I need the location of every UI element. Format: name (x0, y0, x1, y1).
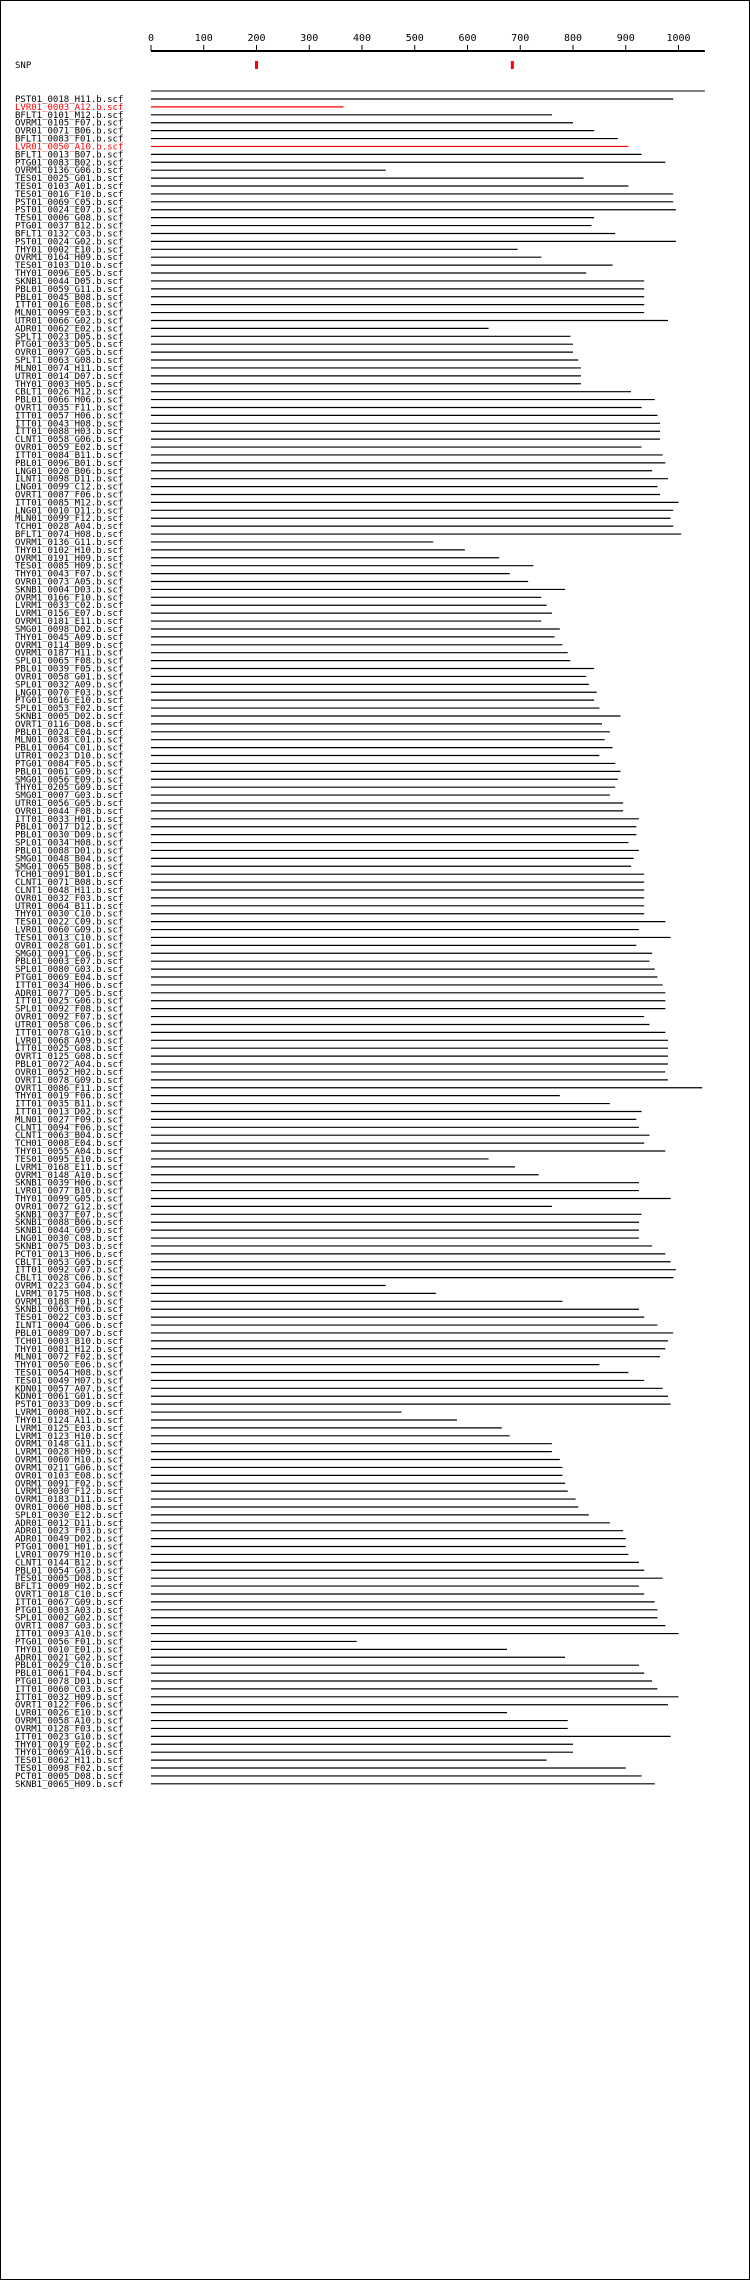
read-name: ILNT1_0004_G06.b.scf (15, 1321, 124, 1332)
read-name: TES01_0022_C03.b.scf (15, 1313, 124, 1324)
axis-tick-label: 700 (511, 33, 530, 44)
read-name: PST01_0024_G02.b.scf (15, 237, 124, 248)
read-name: TES01_0103_A01.b.scf (15, 182, 124, 193)
read-name: PBL01_0061_F04.b.scf (15, 1669, 124, 1680)
read-name: OVRT1_0086_F11.b.scf (15, 1083, 124, 1094)
read-name: LVR01_0026_E10.b.scf (15, 1708, 124, 1719)
snp-track (15, 61, 705, 91)
read-name: SKNB1_0004_D03.b.scf (15, 585, 124, 596)
read-name: PTG01_0016_E10.b.scf (15, 696, 124, 707)
read-name: MLN01_0027_F09.b.scf (15, 1115, 124, 1126)
read-name: PBL01_0045_B08.b.scf (15, 292, 124, 303)
read-name: PTG01_0033_D05.b.scf (15, 340, 124, 351)
read-name: PST01_0069_C05.b.scf (15, 197, 124, 208)
read-name: TES01_0103_D10.b.scf (15, 261, 124, 272)
read-name: OVR01_0092_F07.b.scf (15, 1012, 124, 1023)
read-name: OVR01_0032_F03.b.scf (15, 893, 124, 904)
read-name: PBL01_0089_D07.b.scf (15, 1328, 124, 1339)
read-name: PTG01_0069_E04.b.scf (15, 973, 124, 984)
read-name: TCH01_0008_E04.b.scf (15, 1139, 124, 1150)
read-name: SKNB1_0037_E07.b.scf (15, 1210, 124, 1221)
read-name: ITT01_0032_H09.b.scf (15, 1692, 124, 1703)
read-name: TES01_0005_D08.b.scf (15, 1574, 124, 1585)
read-name: PTG01_0056_F01.b.scf (15, 1637, 124, 1648)
read-name: PBL01_0059_G11.b.scf (15, 284, 124, 295)
read-name: PST01_0033_D09.b.scf (15, 1400, 124, 1411)
read-name: ITT01_0025_G08.b.scf (15, 1044, 124, 1055)
read-name: SKNB1_0044_D05.b.scf (15, 276, 124, 287)
read-name: PBL01_0017_D12.b.scf (15, 822, 124, 833)
read-name: PBL01_0039_F05.b.scf (15, 664, 124, 675)
read-name: OVRM1_0105_F07.b.scf (15, 118, 124, 129)
read-name: ITT01_0043_H08.b.scf (15, 419, 124, 430)
read-name: OVRM1_0187_H11.b.scf (15, 648, 124, 659)
read-name: OVRM1_0164_H09.b.scf (15, 253, 124, 264)
read-name: ADR01_0023_F03.b.scf (15, 1526, 124, 1537)
read-name: OVRM1_0128_F03.b.scf (15, 1724, 124, 1735)
read-alignment-diagram (1, 1, 749, 2279)
read-name: ITT01_0088_H03.b.scf (15, 427, 124, 438)
read-name: OVRM1_0060_H10.b.scf (15, 1455, 124, 1466)
read-name: UTR01_0023_D10.b.scf (15, 751, 124, 762)
read-name: ADR01_0062_E02.b.scf (15, 324, 124, 335)
coordinate-axis (148, 33, 705, 51)
read-name: TES01_0016_F10.b.scf (15, 189, 124, 200)
read-name: ITT01_0025_G06.b.scf (15, 996, 124, 1007)
read-name: OVR01_0072_G12.b.scf (15, 1202, 124, 1213)
read-name: OVRM1_0181_E11.b.scf (15, 617, 124, 628)
read-name: OVRT1_0078_G09.b.scf (15, 1075, 124, 1086)
read-name: LNG01_0010_D11.b.scf (15, 506, 124, 517)
read-name: TES01_0098_F02.b.scf (15, 1764, 124, 1775)
read-name: SPLT1_0023_D05.b.scf (15, 332, 124, 343)
read-name: PBL01_0030_D09.b.scf (15, 830, 124, 841)
read-name: PBL01_0064_C01.b.scf (15, 743, 124, 754)
read-name: TCH01_0028_A04.b.scf (15, 522, 124, 533)
read-name: OVRM1_0211_G06.b.scf (15, 1463, 124, 1474)
snp-marker (511, 61, 514, 69)
read-name: THY01_0010_E01.b.scf (15, 1645, 124, 1656)
read-name: ADR01_0021_G02.b.scf (15, 1653, 124, 1664)
read-name: TES01_0095_E10.b.scf (15, 1154, 124, 1165)
read-name: SKNB1_0005_D02.b.scf (15, 711, 124, 722)
read-name: LNG01_0070_F03.b.scf (15, 688, 124, 699)
read-name: UTR01_0058_C06.b.scf (15, 1020, 124, 1031)
read-name: THY01_0019_F06.b.scf (15, 1091, 124, 1102)
read-name: SKNB1_0063_H06.b.scf (15, 1305, 124, 1316)
read-name: CLNT1_0063_B04.b.scf (15, 1131, 124, 1142)
read-name: LVR01_0068_A09.b.scf (15, 1036, 124, 1047)
read-name: OVRT1_0125_G08.b.scf (15, 1052, 124, 1063)
read-name: PBL01_0088_D01.b.scf (15, 846, 124, 857)
read-name: THY01_0045_A09.b.scf (15, 632, 124, 643)
read-name: SPL01_0080_G03.b.scf (15, 965, 124, 976)
axis-tick-label: 300 (300, 33, 319, 44)
read-name: ITT01_0060_C03.b.scf (15, 1684, 124, 1695)
read-name: SMG01_0098_D02.b.scf (15, 624, 124, 635)
read-name: OVRM1_0136_G06.b.scf (15, 166, 124, 177)
read-name: SMG01_0007_G03.b.scf (15, 791, 124, 802)
read-name: ITT01_0078_G10.b.scf (15, 1028, 124, 1039)
axis-tick-label: 600 (458, 33, 477, 44)
read-name: ITT01_0013_D02.b.scf (15, 1107, 124, 1118)
read-name: LVRM1_0156_E07.b.scf (15, 609, 124, 620)
axis-tick-label: 1000 (666, 33, 691, 44)
read-name: THY01_0081_H12.b.scf (15, 1344, 124, 1355)
read-name: MLN01_0099_E03.b.scf (15, 308, 124, 319)
read-name: THY01_0003_H05.b.scf (15, 379, 124, 390)
read-name: PCT01_0013_H06.b.scf (15, 1249, 124, 1260)
read-name: PBL01_0024_E04.b.scf (15, 727, 124, 738)
read-name: TES01_0062_H11.b.scf (15, 1756, 124, 1767)
read-name: LVRM1_0033_C02.b.scf (15, 601, 124, 612)
read-name: ITT01_0084_B11.b.scf (15, 450, 124, 461)
read-name: MLN01_0038_C01.b.scf (15, 735, 124, 746)
read-name: CBLT1_0028_C06.b.scf (15, 1273, 124, 1284)
read-name: SPL01_0034_H08.b.scf (15, 838, 124, 849)
read-name: PBL01_0029_C10.b.scf (15, 1661, 124, 1672)
read-name: ADR01_0012_D11.b.scf (15, 1518, 124, 1529)
read-name: THY01_0124_A11.b.scf (15, 1415, 124, 1426)
read-name: SKNB1_0065_H09.b.scf (15, 1779, 124, 1790)
read-name: OVRM1_0166_F10.b.scf (15, 593, 124, 604)
read-name: OVRM1_0148_A10.b.scf (15, 1170, 124, 1181)
read-name: OVR01_0044_F08.b.scf (15, 806, 124, 817)
axis-tick-label: 500 (405, 33, 424, 44)
read-name: CLNT1_0144_B12.b.scf (15, 1558, 124, 1569)
read-name: MLN01_0072_F02.b.scf (15, 1352, 124, 1363)
read-name: OVRT1_0122_F06.b.scf (15, 1700, 124, 1711)
read-list (15, 95, 702, 1790)
read-name: SPL01_0002_G02.b.scf (15, 1613, 124, 1624)
read-name: SKNB1_0039_H06.b.scf (15, 1178, 124, 1189)
read-name: ITT01_0035_B11.b.scf (15, 1099, 124, 1110)
read-name: SKNB1_0088_B06.b.scf (15, 1218, 124, 1229)
read-name: SPL01_0030_E12.b.scf (15, 1510, 124, 1521)
read-name: THY01_0030_C10.b.scf (15, 909, 124, 920)
read-name: OVR01_0073_A05.b.scf (15, 577, 124, 588)
read-name: ITT01_0067_G09.b.scf (15, 1597, 124, 1608)
read-name: SPL01_0092_F08.b.scf (15, 1004, 124, 1015)
read-name: KDN01_0057_A07.b.scf (15, 1384, 124, 1395)
read-name: SPL01_0065_F08.b.scf (15, 656, 124, 667)
read-name: BFLT1_0101_M12.b.scf (15, 110, 124, 121)
read-name: BFLT1_0074_H08.b.scf (15, 530, 124, 541)
read-name: PTG01_0078_D01.b.scf (15, 1677, 124, 1687)
read-name: TES01_0022_C09.b.scf (15, 917, 124, 928)
read-name: PBL01_0054_G03.b.scf (15, 1566, 124, 1577)
read-name: BFLT1_0009_H02.b.scf (15, 1582, 124, 1593)
read-name: ITT01_0092_G07.b.scf (15, 1265, 124, 1276)
read-name: PTG01_0083_B02.b.scf (15, 158, 124, 169)
read-name: UTR01_0014_D07.b.scf (15, 371, 124, 382)
read-name: ITT01_0016_E08.b.scf (15, 300, 124, 311)
read-name: TES01_0013_C10.b.scf (15, 933, 124, 944)
read-name: BFLT1_0083_F01.b.scf (15, 134, 124, 145)
read-name: LVR01_0050_A10.b.scf (15, 142, 124, 153)
read-name: THY01_0002_E10.b.scf (15, 245, 124, 256)
read-name: OVR01_0097_G05.b.scf (15, 348, 124, 359)
read-name: TES01_0049_H07.b.scf (15, 1376, 124, 1387)
read-name: OVRT1_0116_D08.b.scf (15, 719, 124, 730)
read-name: THY01_0205_G09.b.scf (15, 783, 124, 794)
read-name: ILNT1_0098_D11.b.scf (15, 474, 124, 485)
read-name: LNG01_0030_C08.b.scf (15, 1234, 124, 1245)
axis-tick-label: 400 (352, 33, 372, 44)
axis-tick-label: 200 (247, 33, 266, 44)
axis-tick-label: 100 (194, 33, 213, 44)
read-name: PTG01_0001_H01.b.scf (15, 1542, 124, 1553)
read-name: LNG01_0099_C12.b.scf (15, 482, 124, 493)
read-name: TES01_0006_G08.b.scf (15, 213, 124, 224)
read-name: THY01_0069_A10.b.scf (15, 1748, 124, 1759)
axis-tick-label: 0 (147, 33, 155, 44)
read-name: LNG01_0020_B06.b.scf (15, 466, 124, 477)
read-name: OVRM1_0136_G11.b.scf (15, 537, 124, 548)
read-name: THY01_0099_G05.b.scf (15, 1194, 124, 1205)
read-name: OVRM1_0091_F02.b.scf (15, 1479, 124, 1490)
axis-tick-label: 900 (616, 33, 635, 44)
read-name: LVRM1_0008_H02.b.scf (15, 1408, 124, 1419)
snp-label: SNP (15, 61, 32, 71)
read-name: LVR01_0079_H10.b.scf (15, 1550, 124, 1561)
read-name: OVRT1_0035_F11.b.scf (15, 403, 124, 414)
read-name: OVRM1_0191_H09.b.scf (15, 553, 124, 564)
read-name: THY01_0019_E02.b.scf (15, 1740, 124, 1751)
read-name: OVR01_0071_B06.b.scf (15, 126, 124, 137)
read-name: PBL01_0061_G09.b.scf (15, 767, 124, 778)
read-name: OVRM1_0188_F01.b.scf (15, 1297, 124, 1308)
read-name: LVRM1_0175_H08.b.scf (15, 1289, 124, 1300)
read-name: PST01_0024_E07.b.scf (15, 205, 124, 216)
read-name: OVR01_0058_G01.b.scf (15, 672, 124, 683)
read-name: PBL01_0066_H06.b.scf (15, 395, 124, 406)
read-name: UTR01_0066_G02.b.scf (15, 316, 124, 327)
read-name: UTR01_0056_G05.b.scf (15, 798, 124, 809)
read-name: TCH01_0003_B10.b.scf (15, 1336, 124, 1347)
read-name: ITT01_0093_A10.b.scf (15, 1629, 124, 1640)
read-name: LVRM1_0123_H10.b.scf (15, 1431, 124, 1442)
read-name: LVR01_0077_B10.b.scf (15, 1186, 124, 1197)
read-name: SKNB1_0075_D03.b.scf (15, 1241, 124, 1252)
read-name: SPLT1_0063_G08.b.scf (15, 356, 124, 367)
read-name: PBL01_0096_B01.b.scf (15, 458, 124, 469)
read-name: SPL01_0032_A09.b.scf (15, 680, 124, 691)
read-name: THY01_0096_E05.b.scf (15, 269, 124, 280)
read-name: ITT01_0023_G10.b.scf (15, 1732, 124, 1743)
read-name: PTG01_0003_A03.b.scf (15, 1605, 124, 1616)
read-name: CLNT1_0071_B08.b.scf (15, 878, 124, 889)
read-name: SKNB1_0044_G09.b.scf (15, 1226, 124, 1237)
read-name: ITT01_0034_H06.b.scf (15, 980, 124, 991)
read-name: PTG01_0084_F05.b.scf (15, 759, 124, 770)
read-name: KDN01_0061_G01.b.scf (15, 1392, 124, 1403)
read-name: THY01_0050_E06.b.scf (15, 1360, 124, 1371)
read-name: LVRM1_0030_F12.b.scf (15, 1487, 124, 1498)
read-name: ADR01_0049_D02.b.scf (15, 1534, 124, 1545)
read-name: OVRM1_0148_G11.b.scf (15, 1439, 124, 1450)
read-name: LVR01_0060_G09.b.scf (15, 925, 124, 936)
read-name: CLNT1_0094_F06.b.scf (15, 1123, 124, 1134)
read-name: OVR01_0060_H08.b.scf (15, 1502, 124, 1513)
read-name: SPL01_0053_F02.b.scf (15, 704, 124, 715)
read-name: PBL01_0072_A04.b.scf (15, 1060, 124, 1071)
read-name: OVRM1_0058_A10.b.scf (15, 1716, 124, 1727)
read-name: THY01_0055_A04.b.scf (15, 1147, 124, 1158)
axis-tick-label: 800 (563, 33, 583, 44)
read-name: OVR01_0059_E02.b.scf (15, 443, 124, 454)
read-name: CLNT1_0058_G06.b.scf (15, 435, 124, 446)
read-name: ITT01_0085_M12.b.scf (15, 498, 124, 509)
read-name: TES01_0054_H08.b.scf (15, 1368, 124, 1379)
snp-marker (255, 61, 258, 69)
read-name: OVR01_0028_G01.b.scf (15, 941, 124, 952)
read-name: MLN01_0099_F12.b.scf (15, 514, 124, 525)
read-name: SMG01_0091_C06.b.scf (15, 949, 124, 960)
read-name: MLN01_0074_H11.b.scf (15, 363, 124, 374)
read-name: PBL01_0003_E07.b.scf (15, 957, 124, 968)
read-name: OVR01_0052_H02.b.scf (15, 1067, 124, 1078)
read-name: OVRT1_0087_G03.b.scf (15, 1621, 124, 1632)
read-name: OVRM1_0114_B09.b.scf (15, 640, 124, 651)
read-name: TES01_0085_H09.b.scf (15, 561, 124, 572)
read-name: BFLT1_0132_C03.b.scf (15, 229, 124, 240)
read-name: PTG01_0037_B12.b.scf (15, 221, 124, 232)
read-name: OVRM1_0223_G04.b.scf (15, 1281, 124, 1292)
read-name: OVRT1_0087_F06.b.scf (15, 490, 124, 501)
read-name: CBLT1_0053_G05.b.scf (15, 1257, 124, 1268)
read-name: LVRM1_0125_E03.b.scf (15, 1423, 124, 1434)
read-name: PST01_0018_H11.b.scf (15, 95, 124, 105)
read-name: ITT01_0057_H06.b.scf (15, 411, 124, 422)
read-name: PCT01_0005_D08.b.scf (15, 1771, 124, 1782)
read-name: LVRM1_0168_E11.b.scf (15, 1162, 124, 1173)
read-name: THY01_0043_F07.b.scf (15, 569, 124, 580)
read-name: TES01_0025_G01.b.scf (15, 174, 124, 185)
read-row (15, 1780, 655, 1790)
read-name: ITT01_0033_H01.b.scf (15, 814, 124, 825)
read-name: ADR01_0077_D05.b.scf (15, 988, 124, 999)
read-name: SMG01_0048_B04.b.scf (15, 854, 124, 865)
read-name: OVRM1_0183_D11.b.scf (15, 1495, 124, 1506)
read-name: CLNT1_0048_H11.b.scf (15, 886, 124, 896)
read-name: SMG01_0056_E09.b.scf (15, 775, 124, 786)
read-name: SMG01_0065_B08.b.scf (15, 862, 124, 873)
read-name: OVRT1_0018_C10.b.scf (15, 1589, 124, 1600)
read-name: LVRM1_0028_H09.b.scf (15, 1447, 124, 1458)
read-name: CBLT1_0026_M12.b.scf (15, 387, 124, 398)
read-name: THY01_0102_H10.b.scf (15, 545, 124, 556)
read-name: UTR01_0064_B11.b.scf (15, 901, 124, 912)
read-name: OVR01_0103_E08.b.scf (15, 1471, 124, 1482)
read-name: BFLT1_0013_B07.b.scf (15, 150, 124, 161)
read-name: LVR01_0003_A12.b.scf (15, 102, 124, 113)
read-name: TCH01_0091_B01.b.scf (15, 870, 124, 881)
